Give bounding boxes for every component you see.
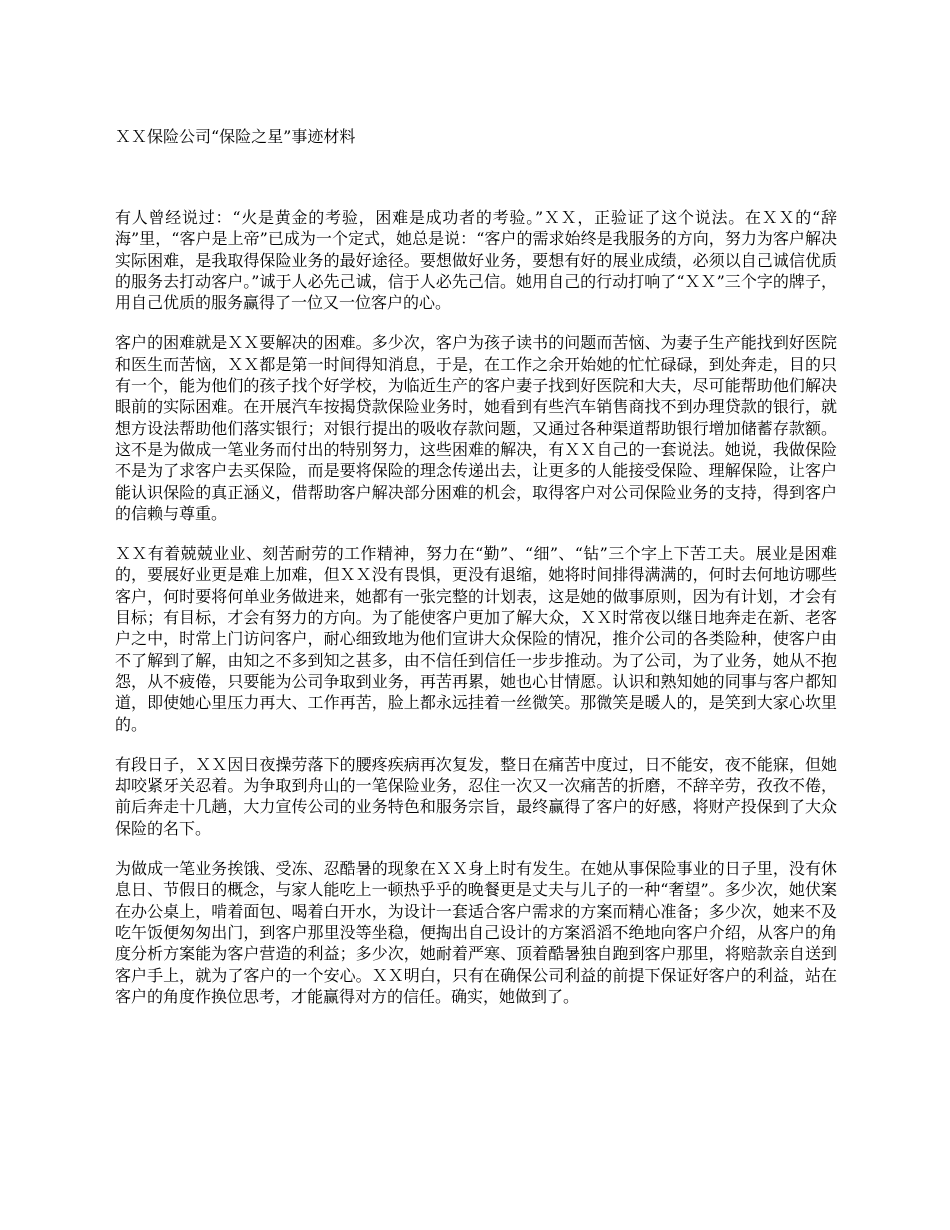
paragraph-5: 为做成一笔业务挨饿、受冻、忍酷暑的现象在ＸＸ身上时有发生。在她从事保险事业的日子里，没有休息日、节假日的概念，与家人能吃上一顿热乎乎的晚餐更是丈夫与儿子的一种“奢望”。多少次，她伏案在办公桌上，啃着面包、喝着白开水，为设计一套适合客户需求的方案而精心准备；多少次，她来不及吃午饭便匆匆出门，到客户那里没等坐稳，便掏出自己设计的方案滔滔不绝地向客户介绍，从客户的角度分析方案能为客户营造的利益；多少次，她耐着严寒、顶着酷暑独自跑到客户那里，将赔款亲自送到客户手上，就为了客户的一个安心。ＸＸ明白，只有在确保公司利益的前提下保证好客户的利益，站在客户的角度作换位思考，才能赢得对方的信任。确实，她做到了。: [115, 859, 837, 1006]
paragraph-3: ＸＸ有着兢兢业业、刻苦耐劳的工作精神，努力在“勤”、“细”、“钻”三个字上下苦工夫。展业是困难的，要展好业更是难上加难，但ＸＸ没有畏惧，更没有退缩，她将时间排得满满的，何时去何地访哪些客户，何时要将何单业务做进来，她都有一张完整的计划表，这是她的做事原则，因为有计划，才会有目标；有目标，才会有努力的方向。为了能使客户更加了解大众，ＸＸ时常夜以继日地奔走在新、老客户之中，时常上门访问客户，耐心细致地为他们宣讲大众保险的情况，推介公司的各类险种，使客户由不了解到了解，由知之不多到知之甚多，由不信任到信任一步步推动。为了公司，为了业务，她从不抱怨，从不疲倦，只要能为公司争取到业务，再苦再累，她也心甘情愿。认识和熟知她的同事与客户都知道，即使她心里压力再大、工作再苦，脸上都永远挂着一丝微笑。那微笑是暖人的，是笑到大家心坎里的。: [115, 544, 837, 734]
paragraph-2: 客户的困难就是ＸＸ要解决的困难。多少次，客户为孩子读书的问题而苦恼、为妻子生产能找到好医院和医生而苦恼，ＸＸ都是第一时间得知消息，于是，在工作之余开始她的忙忙碌碌，到处奔走，目的只有一个，能为他们的孩子找个好学校，为临近生产的客户妻子找到好医院和大夫，尽可能帮助他们解决眼前的实际困难。在开展汽车按揭贷款保险业务时，她看到有些汽车销售商找不到办理贷款的银行，就想方设法帮助他们落实银行；对银行提出的吸收存款问题，又通过各种渠道帮助银行增加储蓄存款额。这不是为做成一笔业务而付出的特别努力，这些困难的解决，有ＸＸ自己的一套说法。她说，我做保险不是为了求客户去买保险，而是要将保险的理念传递出去，让更多的人能接受保险、理解保险，让客户能认识保险的真正涵义，借帮助客户解决部分困难的机会，取得客户对公司保险业务的支持，得到客户的信赖与尊重。: [115, 333, 837, 523]
document-page: [115, 125, 837, 1026]
document-title: ＸＸ保险公司“保险之星”事迹材料: [115, 127, 356, 146]
paragraph-4: 有段日子，ＸＸ因日夜操劳落下的腰疼疾病再次复发，整日在痛苦中度过，日不能安，夜不能寐，但她却咬紧牙关忍着。为争取到舟山的一笔保险业务，忍住一次又一次痛苦的折磨，不辞辛劳，孜孜不倦，前后奔走十几趟，大力宣传公司的业务特色和服务宗旨，最终赢得了客户的好感，将财产投保到了大众保险的名下。: [115, 754, 837, 838]
paragraph-1: 有人曾经说过：“火是黄金的考验，困难是成功者的考验。”ＸＸ，正验证了这个说法。在ＸＸ的“辞海”里，“客户是上帝”已成为一个定式，她总是说：“客户的需求始终是我服务的方向，努力为客户解决实际困难，是我取得保险业务的最好途径。要想做好业务，要想有好的展业成绩，必须以自己诚信优质的服务去打动客户。”诚于人必先己诚，信于人必先己信。她用自己的行动打响了“ＸＸ”三个字的牌子，用自己优质的服务赢得了一位又一位客户的心。: [115, 208, 837, 313]
